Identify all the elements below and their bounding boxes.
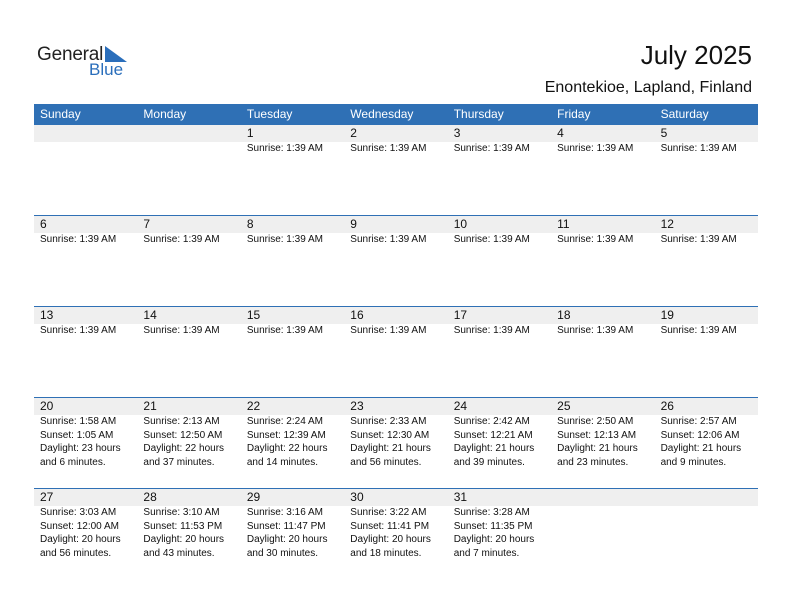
sun-info-line: Sunrise: 3:03 AM [40,507,117,518]
calendar-week [34,397,758,488]
day-cell [241,307,344,338]
day-cell [137,125,240,156]
day-cell [655,307,758,338]
day-number: 2 [350,126,357,140]
day-number: 29 [246,490,261,504]
day-number: 20 [40,399,54,413]
sun-info-line: Sunrise: 3:10 AM [143,507,220,518]
sun-info-line: Sunrise: 1:39 AM [557,143,634,154]
day-cell [241,216,344,247]
sun-info-line: Sunset: 12:06 AM [660,429,740,441]
sun-info-line: Sunrise: 1:39 AM [660,143,737,154]
day-number: 14 [143,308,157,322]
day-number: 24 [453,399,468,413]
sun-info-line: Sunrise: 2:33 AM [350,416,427,427]
day-cell [344,398,447,469]
sun-info-line: Sunrise: 1:39 AM [453,325,530,336]
day-cell [34,216,137,247]
calendar [34,104,758,579]
day-number: 13 [40,308,54,322]
day-number: 19 [660,308,674,322]
sun-info-line: Sunrise: 3:28 AM [453,507,530,518]
day-number: 25 [557,399,571,413]
day-number: 3 [453,126,461,140]
sun-info-line: Sunrise: 1:39 AM [557,234,634,245]
sun-info-line: and 30 minutes. [246,547,319,559]
page-title: July 2025 [640,40,752,70]
day-number [661,489,758,506]
sun-info-line: Sunrise: 1:39 AM [246,143,323,154]
sun-info-line: and 18 minutes. [350,547,422,559]
sun-info-line: Sunrise: 1:39 AM [143,234,220,245]
day-number: 1 [246,126,254,140]
day-number [40,125,137,142]
sun-info-line: Sunset: 12:00 AM [40,520,119,532]
sun-info-line: Sunrise: 3:16 AM [246,507,323,518]
day-cell [655,489,758,560]
sun-info-line: Sunrise: 1:39 AM [453,234,530,245]
day-cell [137,307,240,338]
day-cell [34,489,137,560]
day-number: 15 [246,308,261,322]
sun-info-line: and 56 minutes. [350,456,422,468]
weekday-tuesday: Tuesday [246,107,293,121]
location-subtitle: Enontekioe, Lapland, Finland [544,79,752,96]
sun-info-line: Sunrise: 1:39 AM [557,325,634,336]
sun-info-line: Sunrise: 1:39 AM [40,234,117,245]
sun-info-line: Sunrise: 1:39 AM [350,234,427,245]
day-number: 10 [453,217,468,231]
day-number: 27 [40,490,54,504]
sun-info-line: Daylight: 21 hours [350,443,431,454]
day-number: 28 [143,490,157,504]
sun-info-line: Daylight: 20 hours [40,534,121,545]
day-cell [448,125,551,156]
sun-info-line: Sunset: 11:41 PM [350,520,430,532]
sun-info-line: and 56 minutes. [40,547,112,559]
day-cell [448,216,551,247]
weekday-sunday: Sunday [40,107,81,121]
day-cell [34,125,137,156]
sun-info-line: and 23 minutes. [557,456,629,468]
sun-info-line: Daylight: 20 hours [350,534,431,545]
day-number [143,125,240,142]
day-cell [344,216,447,247]
sun-info-line: Sunset: 11:47 PM [246,520,326,532]
day-number: 23 [350,399,364,413]
sun-info-line: Daylight: 21 hours [557,443,638,454]
day-cell [137,216,240,247]
day-cell [241,398,344,469]
sun-info-line: Sunset: 12:39 AM [246,429,326,441]
day-cell [551,125,654,156]
sun-info-line: Daylight: 20 hours [143,534,225,545]
sun-info-line: and 9 minutes. [660,456,727,468]
sun-info-line: Sunrise: 1:39 AM [246,325,323,336]
day-cell [137,398,240,469]
day-number: 5 [660,126,668,140]
sun-info-line: and 6 minutes. [40,456,106,468]
sun-info-line: Sunset: 11:35 PM [453,520,533,532]
day-cell [448,307,551,338]
sun-info-line: Sunrise: 2:24 AM [246,416,323,427]
day-number: 18 [557,308,571,322]
day-number: 26 [660,399,674,413]
weekday-wednesday: Wednesday [350,107,414,121]
sun-info-line: Daylight: 22 hours [143,443,225,454]
sun-info-line: and 14 minutes. [246,456,319,468]
calendar-week [34,125,758,215]
day-cell [448,489,551,560]
sun-info-line: Sunrise: 3:22 AM [350,507,427,518]
day-number: 21 [143,399,157,413]
calendar-weeks [34,125,758,579]
sun-info-line: Sunrise: 1:39 AM [453,143,530,154]
brand-word-general: General [37,44,104,65]
sun-info-line: Daylight: 20 hours [453,534,535,545]
day-number: 4 [557,126,564,140]
day-cell [448,398,551,469]
sun-info-line: Sunset: 12:21 AM [453,429,533,441]
weekday-header [34,104,758,125]
sun-info-line: Sunrise: 1:58 AM [40,416,117,427]
day-number: 9 [350,217,357,231]
day-cell [655,216,758,247]
sun-info-line: Daylight: 22 hours [246,443,328,454]
day-cell [137,489,240,560]
day-cell [241,489,344,560]
sun-info-line: Sunset: 1:05 AM [40,429,114,441]
sun-info-line: Sunrise: 1:39 AM [660,234,737,245]
sun-info-line: Sunset: 12:30 AM [350,429,430,441]
sun-info-line: Sunrise: 2:13 AM [143,416,220,427]
sun-info-line: Sunrise: 1:39 AM [143,325,220,336]
weekday-thursday: Thursday [453,107,504,121]
day-number: 31 [453,490,468,504]
day-cell [344,307,447,338]
day-cell [551,489,654,560]
sun-info-line: Sunset: 11:53 PM [143,520,223,532]
day-cell [344,489,447,560]
day-number: 22 [246,399,261,413]
day-number: 8 [246,217,254,231]
brand-word-blue: Blue [89,60,124,79]
day-cell [34,398,137,469]
calendar-week [34,306,758,397]
sun-info-line: Sunrise: 1:39 AM [350,143,427,154]
sun-info-line: Sunrise: 1:39 AM [350,325,427,336]
sun-info-line: and 7 minutes. [453,547,520,559]
sun-info-line: and 37 minutes. [143,456,215,468]
sun-info-line: Sunrise: 2:42 AM [453,416,530,427]
weekday-saturday: Saturday [660,107,709,121]
sun-info-line: and 39 minutes. [453,456,525,468]
sun-info-line: Sunrise: 2:50 AM [557,416,634,427]
day-cell [551,307,654,338]
sun-info-line: and 43 minutes. [143,547,215,559]
sun-info-line: Sunset: 12:13 AM [557,429,637,441]
day-cell [655,398,758,469]
day-number: 11 [557,217,570,231]
brand-logo [37,44,137,80]
sun-info-line: Sunrise: 2:57 AM [660,416,737,427]
day-cell [241,125,344,156]
day-cell [344,125,447,156]
day-number: 17 [453,308,468,322]
day-cell [551,398,654,469]
weekday-monday: Monday [143,107,187,121]
calendar-week [34,488,758,579]
sun-info-line: Daylight: 21 hours [453,443,535,454]
day-cell [655,125,758,156]
sun-info-line: Daylight: 23 hours [40,443,121,454]
day-number: 6 [40,217,47,231]
day-number: 16 [350,308,364,322]
day-number: 12 [660,217,674,231]
sun-info-line: Daylight: 20 hours [246,534,328,545]
day-number: 30 [350,490,364,504]
day-cell [34,307,137,338]
weekday-friday: Friday [557,107,591,121]
day-number [557,489,654,506]
sun-info-line: Daylight: 21 hours [660,443,742,454]
sun-info-line: Sunrise: 1:39 AM [246,234,323,245]
sun-info-line: Sunrise: 1:39 AM [40,325,117,336]
day-number: 7 [143,217,151,231]
day-cell [551,216,654,247]
sun-info-line: Sunset: 12:50 AM [143,429,223,441]
calendar-week [34,215,758,306]
sun-info-line: Sunrise: 1:39 AM [660,325,737,336]
